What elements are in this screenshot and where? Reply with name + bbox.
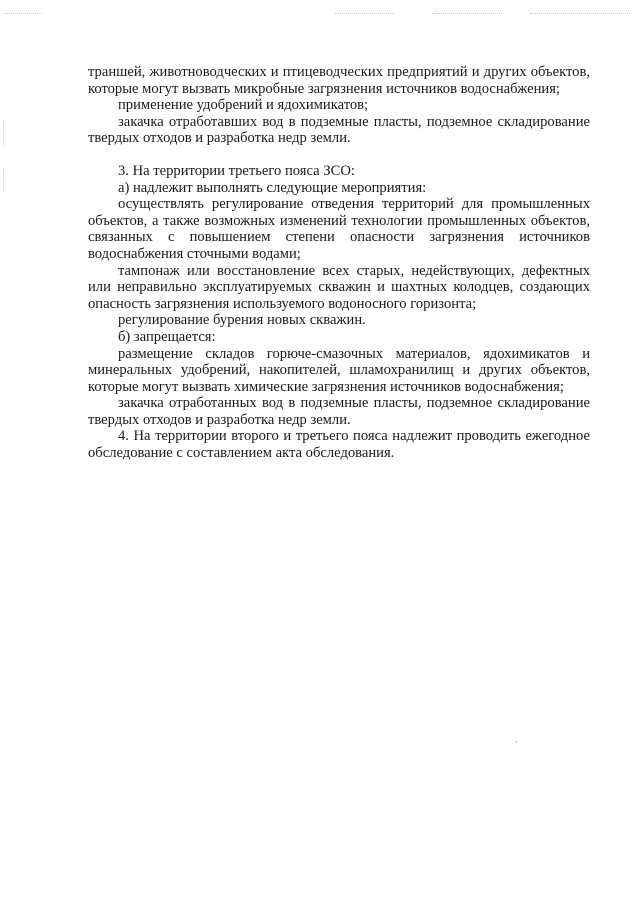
paragraph: траншей, животноводческих и птицеводческих предприятий и других объектов, которые могут вызвать микробные загрязнения источников водоснабжения; xyxy=(88,64,590,97)
scan-artifact xyxy=(3,170,5,192)
scan-artifact xyxy=(516,741,517,743)
scan-artifact xyxy=(3,120,5,146)
paragraph: регулирование бурения новых скважин. xyxy=(118,312,366,329)
section-heading: 4. На территории второго и третьего пояса надлежит проводить ежегодное обследование с составлением акта обследования. xyxy=(88,428,590,462)
scan-artifact xyxy=(432,13,502,15)
paragraph: тампонаж или восстановление всех старых, недействующих, дефектных или неправильно эксплуатируемых скважин и шахтных колодцев, создающих опасность загрязнения используемого водоносного горизонта; xyxy=(88,262,590,312)
paragraph: закачка отработанных вод в подземные пласты, подземное складирование твердых отходов и разработка недр земли. xyxy=(88,395,590,428)
scan-artifact xyxy=(335,13,395,15)
paragraph: закачка отработавших вод в подземные пласты, подземное складирование твердых отходов и разработка недр земли. xyxy=(88,113,590,147)
scan-artifact xyxy=(4,13,42,15)
paragraph: применение удобрений и ядохимикатов; xyxy=(118,97,369,114)
document-body xyxy=(88,64,590,462)
subsection-heading: а) надлежит выполнять следующие мероприятия: xyxy=(118,179,427,196)
scan-artifact xyxy=(530,13,630,15)
subsection-heading: б) запрещается: xyxy=(118,328,216,345)
paragraph-spacer xyxy=(88,147,590,163)
paragraph: размещение складов горюче-смазочных материалов, ядохимикатов и минеральных удобрений, накопителей, шламохранилищ и других объектов, которые могут вызвать химические загрязнения источников водоснабжения; xyxy=(88,345,590,395)
paragraph: осуществлять регулирование отведения территорий для промышленных объектов, а также возможных изменений технологии промышленных объектов, связанных с повышением степени опасности загрязнения источников водоснабжения сточными водами; xyxy=(88,196,590,262)
section-heading: 3. На территории третьего пояса ЗСО: xyxy=(118,162,355,179)
